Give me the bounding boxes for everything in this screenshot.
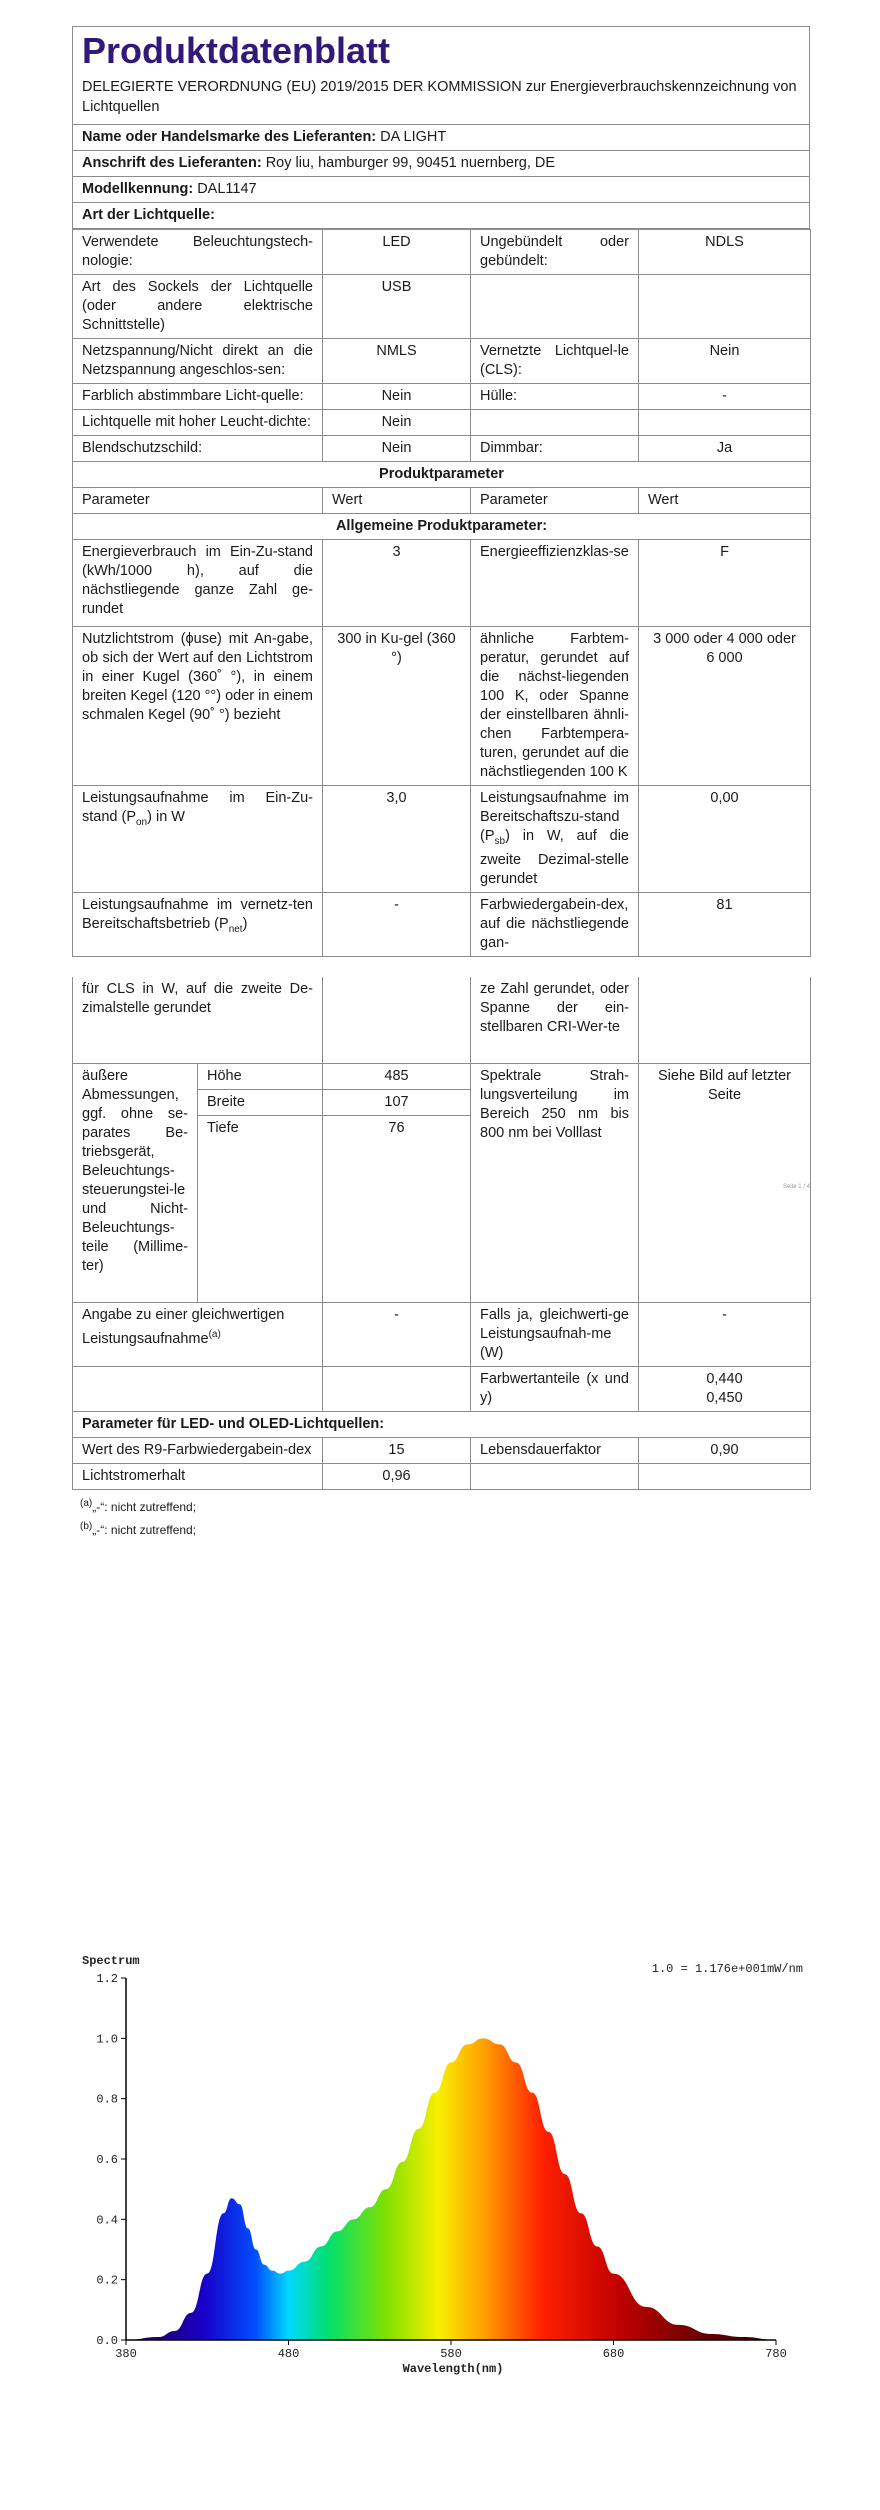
table-row — [73, 1464, 811, 1490]
table-row — [73, 436, 811, 462]
network-standby-subscript: net — [228, 923, 243, 935]
param-value: - — [639, 1303, 811, 1367]
column-header-value: Wert — [639, 488, 811, 514]
model-row — [73, 177, 809, 203]
param-label: Energieeffizienzklas-se — [471, 540, 639, 627]
param-value: Nein — [639, 339, 811, 384]
footnote-text: „-“: nicht zutreffend; — [92, 1523, 197, 1537]
param-value: 15 — [323, 1438, 471, 1464]
param-label — [471, 275, 639, 339]
light-source-type-heading: Art der Lichtquelle: — [73, 203, 809, 229]
address-label: Anschrift des Lieferanten: — [82, 155, 262, 171]
param-value — [639, 1367, 811, 1412]
y-tick-label: 0.4 — [96, 2213, 118, 2228]
y-tick-label: 1.2 — [96, 1972, 118, 1986]
page-number: Seite 1 / 4 — [782, 1184, 810, 1190]
param-value: 0,00 — [639, 786, 811, 893]
param-value: NDLS — [639, 230, 811, 275]
spectral-label: Spektrale Strah-lungsverteilung im Bereich 250 nm bis 800 nm bei Volllast — [471, 1064, 639, 1303]
table-row — [73, 275, 811, 339]
brand-row — [73, 125, 809, 151]
param-value: 300 in Ku-gel (360 °) — [323, 627, 471, 786]
table-row — [73, 786, 811, 893]
param-label: Art des Sockels der Lichtquelle (oder andere elektrische Schnittstelle) — [73, 275, 323, 339]
network-standby-label-tail: ) — [242, 916, 248, 932]
table-row — [73, 1064, 811, 1090]
brand-label: Name oder Handelsmarke des Lieferanten: — [82, 129, 377, 145]
param-label: Vernetzte Lichtquel-le (CLS): — [471, 339, 639, 384]
general-parameters-heading: Allgemeine Produktparameter: — [73, 514, 811, 540]
param-value: F — [639, 540, 811, 627]
param-label: ähnliche Farbtem-peratur, gerundet auf die nächst-liegenden 100 K, oder Spanne der einstellbaren ähnli-chen Farbtempera-turen, gerundet auf die nächstliegenden 100 K — [471, 627, 639, 786]
product-datasheet — [72, 26, 810, 1544]
param-label: Nutzlichtstrom (ϕuse) mit An-gabe, ob sich der Wert auf den Lichtstrom in einer Kugel (360˚ °), in einem breiten Kegel (120 °°) oder in einem schmalen Kegel (90˚ °) bezieht — [73, 627, 323, 786]
param-label: Lebensdauerfaktor — [471, 1438, 639, 1464]
param-value — [639, 275, 811, 339]
dimensions-label: äußere Abmessungen, ggf. ohne se-parates Be-triebsgerät, Beleuchtungs-steuerungstei-le und Nicht-Beleuchtungs-teile (Millime-ter) — [73, 1064, 198, 1303]
x-tick-label: 680 — [602, 2347, 625, 2361]
spectrum-chart — [78, 1950, 818, 2380]
footnote-text: „-“: nicht zutreffend; — [92, 1500, 197, 1514]
param-label: Ungebündelt oder gebündelt: — [471, 230, 639, 275]
param-value: 0,90 — [639, 1438, 811, 1464]
address-row — [73, 151, 809, 177]
param-label — [471, 1464, 639, 1490]
on-mode-label: Leistungsaufnahme im Ein-Zu-stand (P — [82, 790, 313, 825]
param-label: Falls ja, gleichwerti-ge Leistungsaufnah-me (W) — [471, 1303, 639, 1367]
table-row — [73, 514, 811, 540]
y-tick-label: 1.0 — [96, 2032, 118, 2047]
footnote-b — [80, 1517, 802, 1540]
param-value: LED — [323, 230, 471, 275]
param-value: 81 — [639, 893, 811, 957]
depth-value: 76 — [323, 1116, 471, 1303]
main-parameter-table — [72, 229, 811, 957]
brand-value: DA LIGHT — [380, 129, 447, 145]
y-tick-label: 0.6 — [96, 2153, 118, 2167]
table-row — [73, 977, 811, 1064]
spectrum-chart-svg — [78, 1950, 818, 2380]
column-header-parameter: Parameter — [73, 488, 323, 514]
datasheet-header — [72, 26, 810, 229]
footnote-ref: (a) — [208, 1329, 221, 1340]
table-row — [73, 540, 811, 627]
param-label: Lichtstromerhalt — [73, 1464, 323, 1490]
footnote-a — [80, 1494, 802, 1517]
main-parameter-table-continued — [72, 977, 811, 1490]
spectrum-area — [126, 2038, 776, 2340]
param-label: Energieverbrauch im Ein-Zu-stand (kWh/1000 h), auf die nächstliegende ganze Zahl ge-rundet — [73, 540, 323, 627]
table-row — [73, 627, 811, 786]
chromaticity-x: 0,440 — [706, 1371, 743, 1387]
param-label: Netzspannung/Nicht direkt an die Netzspannung angeschlos-sen: — [73, 339, 323, 384]
param-value: NMLS — [323, 339, 471, 384]
table-row — [73, 1303, 811, 1367]
param-value: - — [323, 893, 471, 957]
model-label: Modellkennung: — [82, 181, 194, 197]
param-value: Nein — [323, 384, 471, 410]
param-label: Lichtquelle mit hoher Leucht-dichte: — [73, 410, 323, 436]
table-row — [73, 462, 811, 488]
param-value — [323, 1367, 471, 1412]
footnote-mark: (b) — [80, 1521, 93, 1532]
on-mode-label-tail: ) in W — [147, 809, 185, 825]
height-value: 485 — [323, 1064, 471, 1090]
equivalent-power-label: Angabe zu einer gleichwertigen Leistungsaufnahme — [82, 1307, 285, 1347]
param-value: Ja — [639, 436, 811, 462]
param-label — [471, 786, 639, 893]
param-label — [73, 786, 323, 893]
depth-label: Tiefe — [198, 1116, 323, 1303]
param-value: USB — [323, 275, 471, 339]
param-value: 3,0 — [323, 786, 471, 893]
model-value: DAL1147 — [197, 181, 257, 197]
param-value — [639, 977, 811, 1064]
y-tick-label: 0.0 — [96, 2334, 118, 2348]
table-row — [73, 339, 811, 384]
footnotes — [72, 1490, 810, 1544]
param-label — [471, 410, 639, 436]
table-row — [73, 893, 811, 957]
param-value: 3 — [323, 540, 471, 627]
column-header-value: Wert — [323, 488, 471, 514]
y-axis-ticks — [96, 1972, 126, 2348]
chart-scale-note: 1.0 = 1.176e+001mW/nm — [651, 1962, 803, 1976]
standby-label: Leistungsaufnahme im Bereitschaftszu-stand (P — [480, 790, 629, 844]
x-axis-label: Wavelength(nm) — [402, 2362, 504, 2376]
param-value — [323, 977, 471, 1064]
param-label: Farbwertanteile (x und y) — [471, 1367, 639, 1412]
table-row — [73, 1412, 811, 1438]
led-section-heading: Parameter für LED- und OLED-Lichtquellen: — [73, 1412, 811, 1438]
page-title: Produktdatenblatt — [82, 30, 391, 71]
param-value: - — [639, 384, 811, 410]
chromaticity-y: 0,450 — [706, 1390, 743, 1406]
table-row — [73, 230, 811, 275]
address-value: Roy liu, hamburger 99, 90451 nuernberg, DE — [265, 155, 556, 171]
param-label — [73, 1367, 323, 1412]
param-label: Farbwiedergabein-dex, auf die nächstliegende gan- — [471, 893, 639, 957]
param-label: Hülle: — [471, 384, 639, 410]
x-tick-label: 580 — [440, 2347, 462, 2361]
param-label — [73, 1303, 323, 1367]
y-tick-label: 0.8 — [96, 2092, 118, 2107]
footnote-mark: (a) — [80, 1498, 93, 1509]
param-value — [639, 410, 811, 436]
x-tick-label: 480 — [277, 2347, 300, 2361]
param-label: ze Zahl gerundet, oder Spanne der ein-stellbaren CRI-Wer-te — [471, 977, 639, 1064]
x-axis-ticks — [115, 2340, 787, 2361]
table-row — [73, 410, 811, 436]
param-value: Nein — [323, 436, 471, 462]
width-value: 107 — [323, 1090, 471, 1116]
y-tick-label: 0.2 — [96, 2273, 118, 2288]
param-label: Verwendete Beleuchtungstech-nologie: — [73, 230, 323, 275]
table-row — [73, 1438, 811, 1464]
regulation-subtitle: DELEGIERTE VERORDNUNG (EU) 2019/2015 DER KOMMISSION zur Energieverbrauchskennzeichnung von Lichtquellen — [73, 73, 809, 125]
param-label: Dimmbar: — [471, 436, 639, 462]
table-row — [73, 488, 811, 514]
table-row — [73, 384, 811, 410]
product-parameters-heading: Produktparameter — [73, 462, 811, 488]
param-value: 0,96 — [323, 1464, 471, 1490]
height-label: Höhe — [198, 1064, 323, 1090]
table-row — [73, 1367, 811, 1412]
x-tick-label: 780 — [765, 2347, 787, 2361]
param-label: Blendschutzschild: — [73, 436, 323, 462]
standby-label-tail: ) in W, auf die zweite Dezimal-stelle gerundet — [480, 828, 629, 887]
param-value: Nein — [323, 410, 471, 436]
param-label: für CLS in W, auf die zweite De-zimalstelle gerundet — [73, 977, 323, 1064]
chart-title: Spectrum — [82, 1954, 140, 1968]
x-tick-label: 380 — [115, 2347, 137, 2361]
spectral-value: Siehe Bild auf letzter Seite — [639, 1064, 811, 1303]
param-value — [639, 1464, 811, 1490]
on-mode-subscript: on — [136, 816, 148, 828]
param-value: 3 000 oder 4 000 oder 6 000 — [639, 627, 811, 786]
width-label: Breite — [198, 1090, 323, 1116]
param-label: Farblich abstimmbare Licht-quelle: — [73, 384, 323, 410]
network-standby-label: Leistungsaufnahme im vernetz-ten Bereitschaftsbetrieb (P — [82, 897, 313, 932]
standby-subscript: sb — [494, 835, 506, 847]
column-header-parameter: Parameter — [471, 488, 639, 514]
param-value: - — [323, 1303, 471, 1367]
param-label — [73, 893, 323, 957]
param-label: Wert des R9-Farbwiedergabein-dex — [73, 1438, 323, 1464]
